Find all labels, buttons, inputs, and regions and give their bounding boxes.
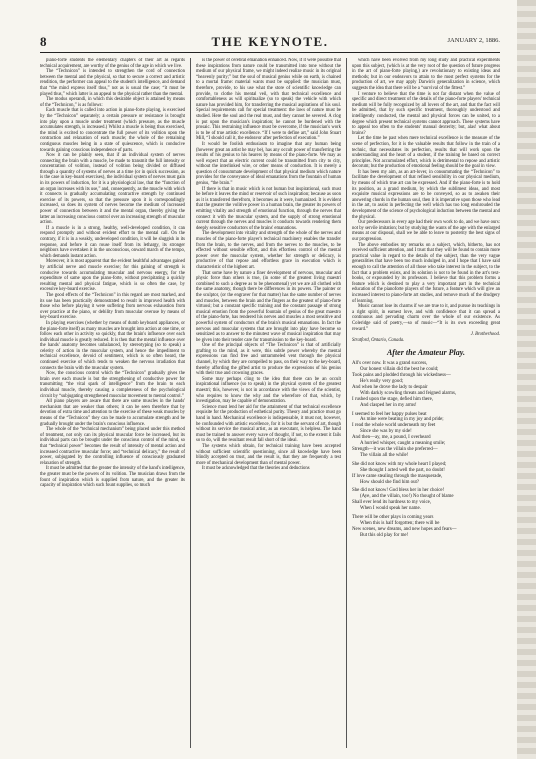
poem-line: He's really very good; [360, 379, 404, 384]
poem-line: I read the whole world underneath my feet [352, 423, 436, 429]
poem-line: Since she was by my side! [360, 429, 412, 435]
paragraph: If a muscle is in a strong, healthy, well-developed condition, it can respond promptly and without evident effort to the mental call. On the contrary, if it is in a weakly, undeveloped condition, it will be sluggish in its response, and before it can rouse itself from its lethargy, its stronger neighbors have overtaken it in the unconscious, onward march of the tempo, which demands instant action. [40, 225, 185, 259]
paragraph: The above embodies my remarks on a subject, which, hitherto, has not received sufficient attention, and I trust that they will be found to contain more practical value in regard to the details of the subject, than the very vague generalities that have been too much indulged in, and I hope that I have said enough to call the attention of all those who take interest in the subject, to the fact that a problem exists, and its solution is not to be found in the art's text-books, or expounded by its professors. I believe that this problem forms a feature which is destined to play a very important part in the technical education of the pianoforte players of the future, a feature which will give an increased interest to piano-forte art studies, and remove much of the drudgery of learning. [352, 242, 500, 304]
paragraph: Music cannot lose its charms if we are true to it, and pursue its teachings in a right spirit, in earnest love, and with confidence that it can spread a continuous and pervading charm over the whole of our existence. As Coleridge said of poetry,—so of music—“It is its own exceeding great reward.” [352, 304, 500, 332]
poem-line: (Aye, and the villain, too!) No thought of blame [360, 494, 454, 500]
poem-line: She did not know with my whole heart I played; [352, 461, 447, 467]
poem-line: Our honest villain did the best he could; [360, 367, 439, 373]
poem-line: If love came stealing through the masquerade, [352, 473, 443, 479]
paragraph: It must be acknowledged that the theories and deductions [202, 466, 310, 472]
article-conclusion [352, 58, 500, 332]
paragraph: which have been evolved from my long study and practical experiments upon this subject, (which is at the very root of the question of future progress in the art of piano-forte playing,) are revolutionary to existing ideas and methods; but in our endeavors to attain to the most perfect systems for the production of art, we may apply Darwin's generalization in science, which suggests the idea that there will be a “survival of the fittest.” [352, 58, 500, 91]
poem-line: And clasped her in my arms! [360, 402, 417, 408]
paragraph: Let the time be past when mere technical excellence is the measure of the scene of perfection, for it is the valuable results that follow in the train of a technic, that necessitates its perfection, results that will work upon the understanding and the heart of a student, if the training be based on correct principles. Not accumulated effort, which is detrimental to repose and artistic decorum; but the production of emotional feeling should be the goal in view. [352, 136, 500, 170]
author-signature: J. Brotherhood. [470, 332, 500, 338]
paragraph: Each muscle that is called into action in piano-forte playing, is exercised by the “Technicon” separately; a certain pressure or resistance is brought into play upon a muscle under treatment (which pressure, as the muscle accumulates strength, is increased.) Whilst a muscle is being thus exercised, the mind is excited to concentrate the full power of its volition upon the contraction and relaxation of each muscle; the whole of the remaining contiguous muscles being in a state of quiescence, which is conducive towards gaining conscious independence of parts. [40, 108, 185, 153]
paragraph: The “Technicon” is intended to strengthen the cord of connection between the mental and the physical, so that to secure a correct and artistic rendition, the performer can appeal to the student's intelligence, and demand that “the mind express itself thus,” not as is usual the case; “it must be played thus,” which latter is an appeal to the physical rather than the mental. [40, 69, 185, 97]
paragraph: Science must lend her aid for the attainment of that technical excellence requisite for the production of esthetical purity. Theory and practice must go hand in hand. Mechanical excellence is indispensable, it must not, however, be confounded with artistic excellence, for it is but the servant of art, though without its service the musical artist, as an executant, is helpless. The hand must be trained to answer every wave of thought, if not, to the extent it fails so to do, will the resultant result fall short of the ideal. [196, 404, 341, 444]
paragraph: The modus operandi, in which this desirable object is attained by means of the “Technicon,” is as follows: [40, 97, 185, 108]
poem-line: Strength—it was the villain she preferred— [352, 446, 438, 452]
poem-line: But this old play for me! [360, 532, 409, 538]
poem-line: She thought I acted well the part, no doubt! [360, 467, 445, 473]
column-rule [346, 58, 347, 748]
paragraph: The whole of the “technical mechanism” being placed under this method of treatment, not only can its physical muscular force be increased, but its individual parts can be brought under the conscious control of the mind, so that “technical power” becomes the result of intensity of mental action and increased contractive muscular force; and “technical delicacy,” the result of power, subjugated by the controlling influence of consciously graduated relaxation of strength. [40, 427, 185, 466]
paragraph: I venture to believe that the time is not far distant when the value of specific and direct treatment of the details of the piano-forte players' technical medium will be fully recognized by all lovers of the art, and that the fact will be admitted, that by such specific treatment, thoroughly understood and intelligently conducted, the mental and physical forces can be united, to a degree which present technical systems cannot approach. These systems have to appeal too often to the students' manual dexterity; but, alas! what about brains? [352, 91, 500, 136]
paragraph: Now, the conscious control which the “Technicon” gradually gives the brain over each muscle is but the strengthening of conductive power for transmitting “the vital spark of intelligence” from the brain to each individual muscle, thereby causing a completeness of the psychological circuit by “subjugating strengthened muscular movement to mental control.” [40, 371, 185, 399]
paragraph: It would be foolish enthusiasm to imagine that any human being (however great an artist he may be), has any occult power of transferring the results of his genius to his hearers by means of the piano-forte. We may as well expect that an electric current could be transmitted from city to city, without the interlinked wire, or other means of conduction. It is merely a question of consummate development of that physical medium which nature provides for the conveyance of ideal emanations from the fountain of human genius, “the brain.” [196, 141, 341, 187]
page-edge-strip [517, 0, 536, 759]
masthead-title: THE KEYNOTE. [211, 34, 329, 49]
poem-line: I seemed to feel her happy pulses beat [352, 411, 427, 417]
poem-line: All's over now. It was a grand success, [352, 361, 428, 367]
author-location: Stratford, Ontario, Canada. [352, 337, 405, 343]
paragraph: It has been my aim, as an art-lover, in consummating the “Technicon” to facilitate the development of that refined sensibility in our physical medium, by means of which true art can be expressed. And if the piano-forte is to hold its position, as a grand medium, by which the sublimest ideas, and most exquisite musical expressions are to be conveyed, so as to awaken their answering chords in the human soul, then it is imperative upon those who lead in the art, to assist in perfecting the well which has too long enshrouded the development of the science of psychological induction between the mental and the physical. [352, 169, 500, 220]
paragraph: All piano players are aware that there are some muscles in the hands' mechanism that are weaker than others; it can be seen therefore that by devotion of extra time and attention to the exercise of these weak muscles by means of the “Technicon” they can be made to accumulate strength and be gradually brought under the brain's conscious influence. [40, 399, 185, 427]
poem-line: Took pains and plodded through his wickedness— [352, 373, 451, 379]
poem-line: She did not know! God bless her in her choice! [352, 488, 445, 494]
poem-line: And then—ay, me, a pound, I overheard [352, 435, 431, 441]
poem-line: There will be other plays in coming years [352, 515, 434, 521]
column-1 [40, 58, 185, 748]
paragraph: That some have by nature a finer development of nervous, muscular and physic force than others is true, (in some of the greatest living maestri combined to such a degree as to be phenomenal) yet we are all clothed with the same anatomy, though there be differences in its powers. The painter or the sculptor, (or the engraver for that matter) has the same number of nerves and muscles, between the brain and the fingers as the greatest of piano-forte virtuosi; but a constant specific training and the constant passage of strong musical emotion from the powerful fountain of genius of the great maestro of the piano-forte, has rendered his nerves and muscles a most sensitive and powerful system of conductors of the brain's musical emanations. In fact the nervous and muscular systems that are brought into play have become so sensitized as to answer to the minutest wave of musical inspiration that may be given into their tender care for transmission to the key-board. [196, 270, 341, 343]
paragraph: The good effects of the “Technicon” in this regard are most marked, and its use has been practically demonstrated to result in improved health with those who before playing it were suffering from nervous exhaustion from over practice at the piano, or debility from muscular overuse by means of key-board exercise. [40, 292, 185, 321]
paragraph: piano-forte students the elementary chapters of their art as regards technical acquirement, are worthy of the genius of the age in which we live. [40, 58, 185, 69]
poem-line: How should she find him out? [360, 479, 420, 485]
poem-line: New scenes, new dreams, and new hopes and fears— [352, 526, 457, 532]
paragraph: Moreover, it is most apparent that the evident healthful advantages gained by artificial nerve and muscle exercise; for this gaining of strength is conducive towards accumulating muscular and nervous energy, for the expenditure of same upon the piano-forte, without precipitating a quickly resulting mental and physical fatigue, which is so often the case, by excessive key-board exercise. [40, 259, 185, 293]
poem-line: The villain all the while! [360, 452, 409, 458]
paragraph: Our predecessors in every age had their own work to do, and we have ours: not by servile imitation; but by studying the wants of the age with the enlarged means at our disposal, shall we be able to leave to posterity the best signs of our progression. [352, 220, 500, 242]
paragraph: Now it can be plainly seen, that if an individual system of nerves connecting the brain with a muscle, be made to transmit the full intensity or concentration of volition, instead of volition being divided or diffused through a quantity of systems of nerves at a time (or in quick succession, as is the case in key-board exercises), the individual system of nerves must gain in its powers of induction, for it is a physiological law, that the “function of an organ increases with its use,” and, consequently, as the muscle with which it connects is gradually accumulating contractive strength by continued exercise of its powers, so that the pressure upon it is correspondingly increased, so does its system of nerves become the medium of increased power of connection between it and the mental organ, thereby giving the latter an increasing conscious control over an increasing strength of muscular action. [40, 153, 185, 226]
page-header [40, 34, 500, 53]
poem-line: When this is half forgotten; there will be [360, 520, 440, 526]
paragraph: The development into vitality and strength of the whole of the nerves and muscles of the piano-forte player's technical machinery enables the transfer from the brain, to the nerves, and from the nerves to the muscles, to be effected without sensible effort, and this effortless control of the mental power over the muscular system, whether for strength or delicacy, is productive of that repose and effortless grace in execution which is characteristic of the highest art. [196, 231, 341, 270]
poem-line: A hurried whisper, caught a meaning smile; [360, 441, 446, 447]
column-3 [352, 58, 500, 748]
poem-line: And when he drove the lady to despair [352, 384, 428, 390]
poem-line: When I would speak her name. [360, 506, 421, 512]
poem-line: I rushed upon the stage, defied him there, [352, 396, 434, 402]
poem-line: With darkly scowling threats and feigned alarms, [360, 390, 457, 396]
paragraph: It must be admitted that the greater the intensity of the hand's intelligence, the greater must be the powers of its volition. The musician draws from the fount of inspiration which is supplied from nature, and the greater its capacity of inspiration which such fount supplies, so much [40, 466, 185, 489]
paragraph: If there is that in music which is not human but inspirational, such must be before it leaves the mind or reservoir of such inspiration; because as soon as it is transferred therefrom, it becomes as it were, humanized. It is evident that the greater the volitive power in a human brain, the greater its powers of emitting vitality and strength of emotional function, through the nerves that connect it with the muscular system, and the supply of strong emotional current through the nerves and muscles it conducts towards rendering them deeply sensitive conductors of the brains' emanations. [196, 186, 341, 231]
paragraph: is the power of cerebral emanation enhanced. Now, if it were possible that these inspirations from nature could be transmitted into tone without the medium of our physical frame, we might indeed realize music in its original “heavenly purity;” but the soul of musical genius while on earth, is chained to a mortal frame: material wants must be supplied: the musician must, therefore, provide, to his use what the store of scientific knowledge can provide, to clothe his mental veil, with that technical excellence and comfortableness as will spiritualize (so to speak) the vehicle with which nature has provided him, for transferring the musical aspirations of his soul. Special requirements call for special treatment: the laws of nature must be studied. Here the soul and the real must, and they cannot be severed. A clog is put upon the musician's inspiration; he cannot be burdened with the prosaic. This restraining influence must be overcome, if the musician's work is to be of true artistic excellence. “If I were to define art,” said John Stuart Mill, “I should call it, the endeavor after perfection of execution.” [196, 58, 341, 142]
poem-line: As mine were beating in my joy and pride; [360, 417, 444, 423]
column-2 [196, 58, 341, 748]
paragraph: One of the principal objects of “The Technicon” is that of artificially grafting to the mind, as it were, this subtle power whereby the mental expressions can find free and untrammeled vent through the physical channel, by which they are compelled to pass, on their way to the key-board, thereby affording the gifted artist to produce the expressions of his genius with their true and crowning graces. [196, 343, 341, 377]
column-rule [190, 58, 191, 748]
poem-line: Shall ever lend its hardness to my voice, [352, 500, 432, 506]
paragraph: In playing exercises (whether by means of dumb keyboard appliances, or the piano-forte itself) as many muscles are brought into action at one time, or follow each other in activity so quickly, that the brain's influence over each individual muscle is greatly reduced. It is then that the mental influence over the hands' anatomy becomes unbalanced, by stereotyping (so to speak) a celerity of action in the muscular system, and hence the impediment to technical excellence, devoid of sentiment, which is so often heard, the continued exercise of which tends to weaken the nervous irradiation that connects the brain with the muscular system. [40, 320, 185, 371]
paragraph: The systems which obtain, for technical training have been accepted without sufficient scientific questioning, since all knowledge have been blindly accepted on trust, and the result is, that they are frequently a test more of mechanical development than of mental power. [196, 443, 341, 466]
page-number: 8 [40, 34, 47, 49]
issue-date: JANUARY 2, 1886. [447, 37, 500, 44]
poem-body [352, 361, 500, 538]
paragraph: Some may perhaps cling to the idea that there can be an occult inspirational influence (so to speak) in the physical system of the greatest maestri; this, however, is not in accordance with the views of the scientist, who requires to know the why and the wherefore of that, which, by investigation, may be capable of demonstration. [196, 376, 341, 405]
poem-title: After the Amateur Play. [386, 348, 466, 358]
